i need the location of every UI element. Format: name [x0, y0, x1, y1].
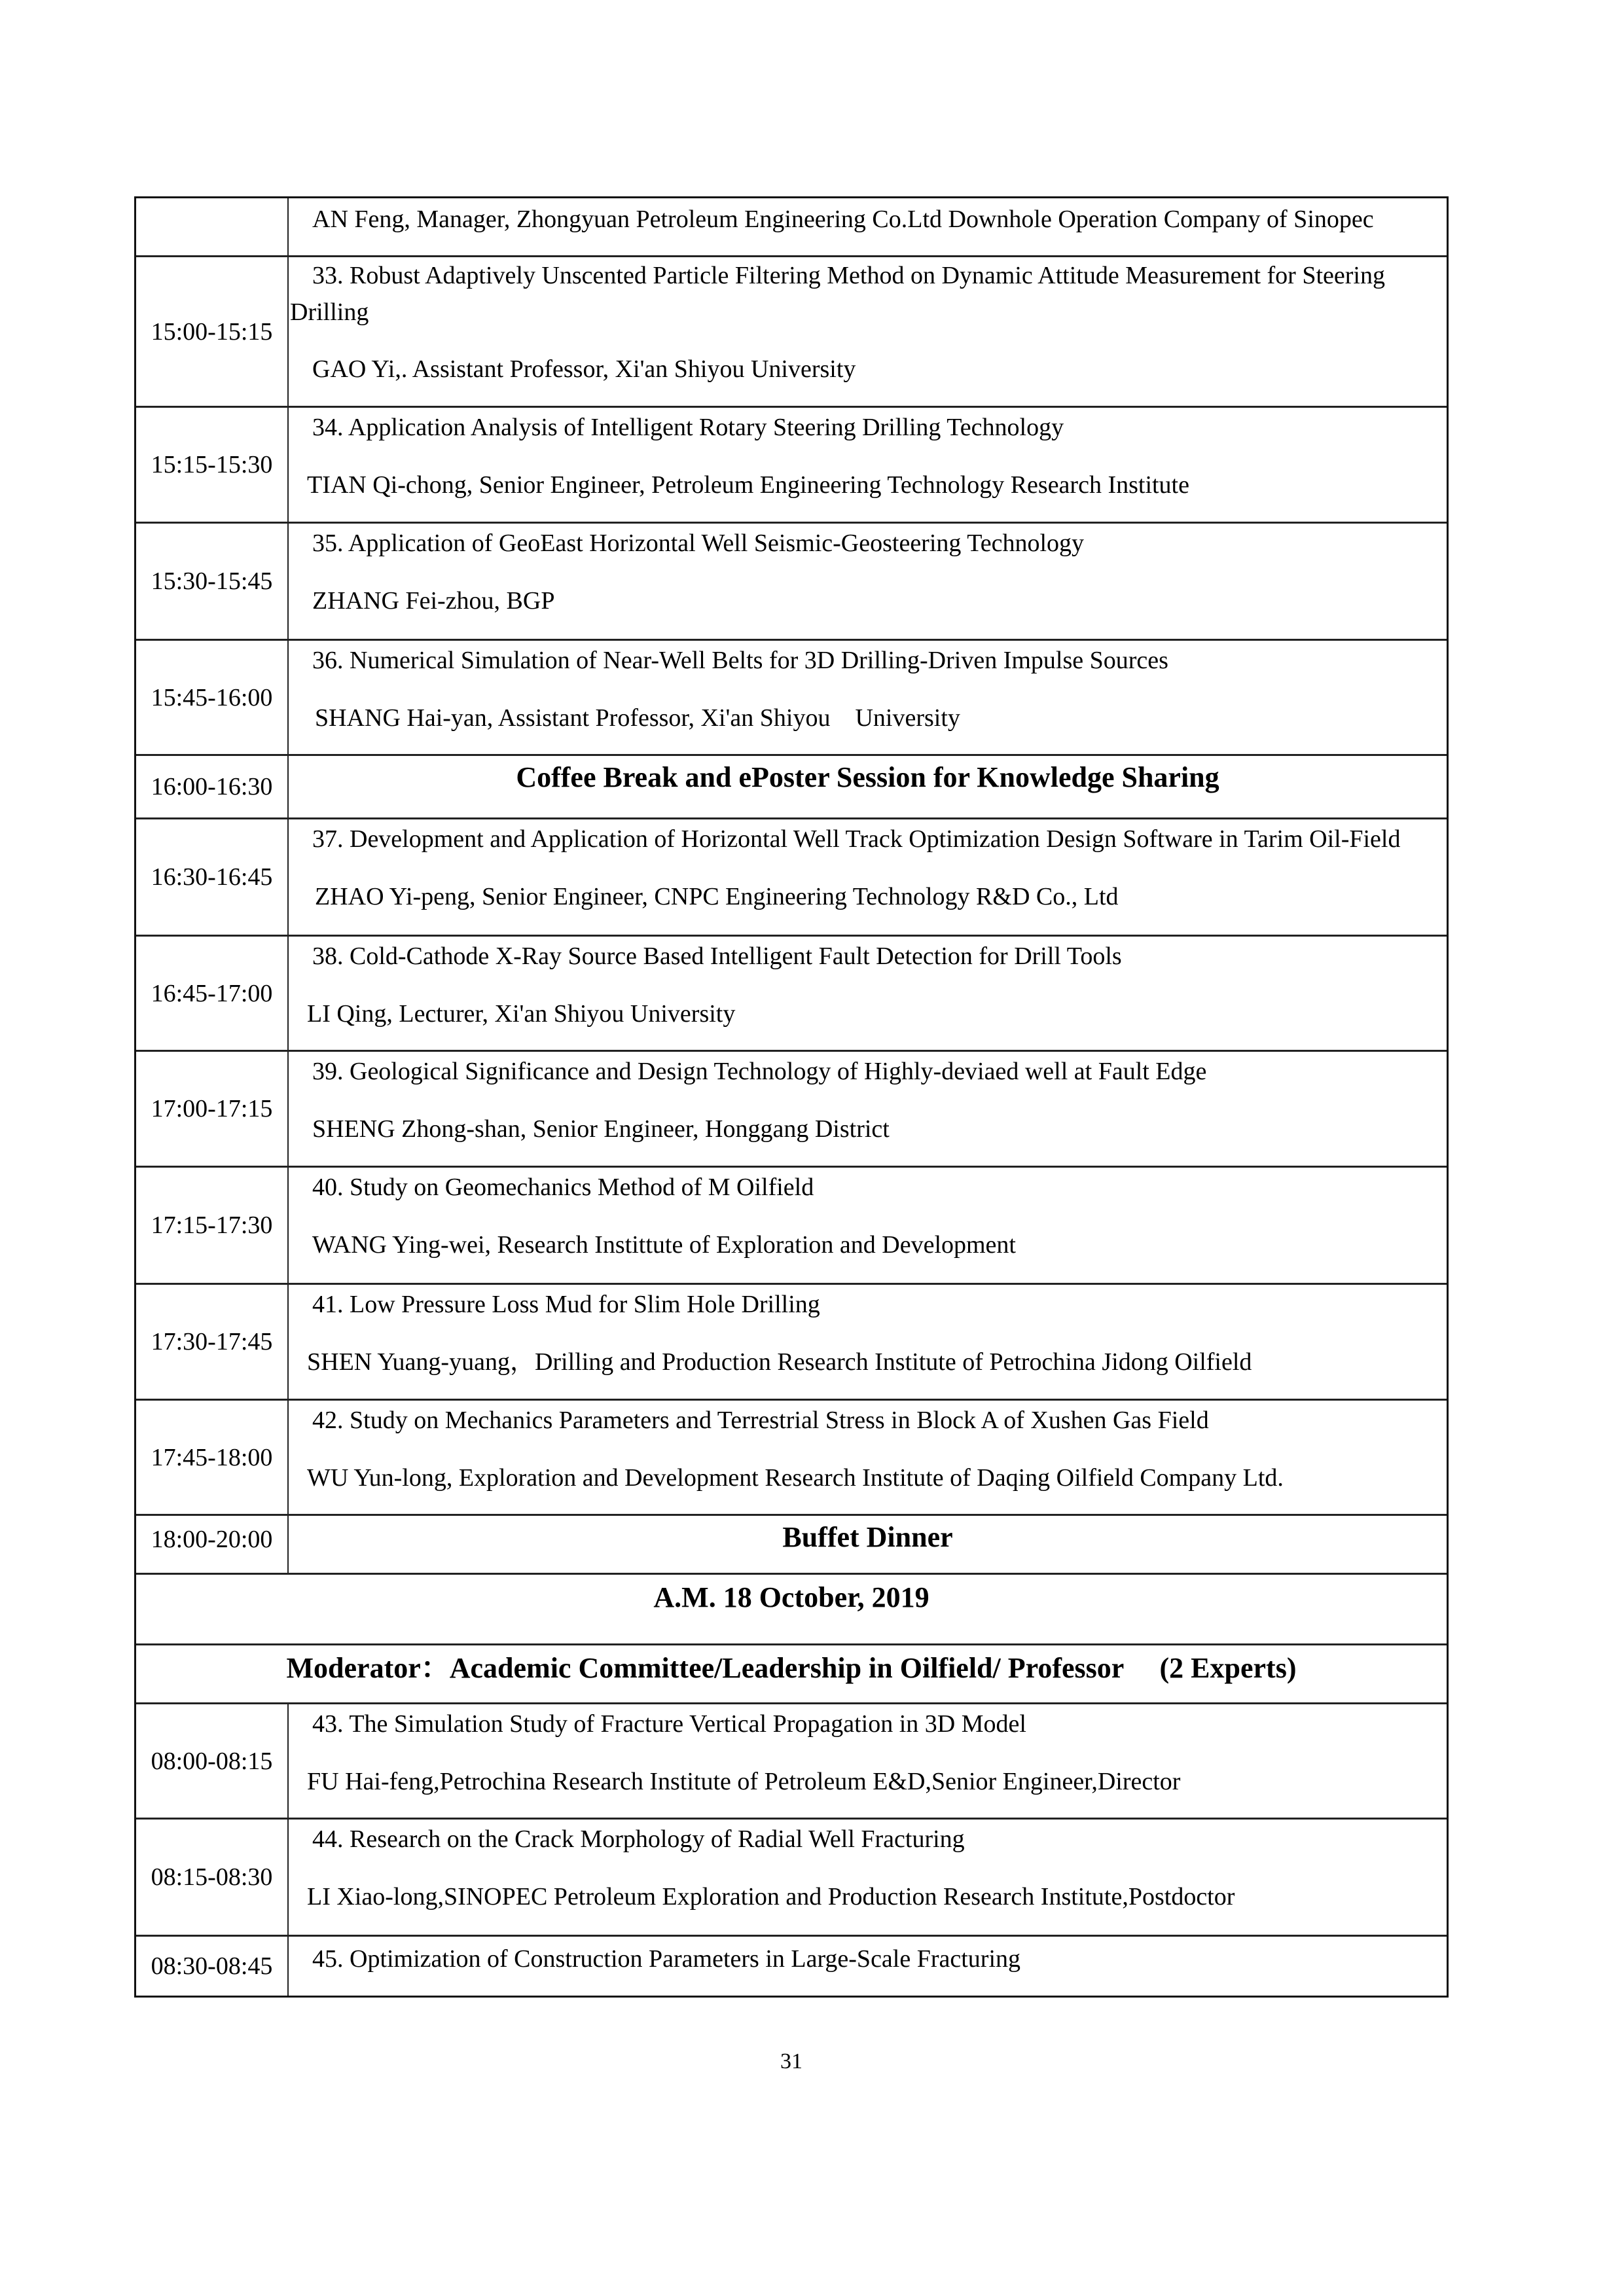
moderator-cell — [136, 1645, 1447, 1702]
time-cell: 17:45-18:00 — [136, 1401, 289, 1514]
talk-title: 36. Numerical Simulation of Near-Well Belts for 3D Drilling-Driven Impulse Sources — [312, 647, 1168, 674]
table-row — [136, 1166, 1447, 1283]
date-heading: A.M. 18 October, 2019 — [653, 1581, 929, 1613]
time-cell: 17:30-17:45 — [136, 1285, 289, 1399]
table-row — [136, 935, 1447, 1050]
speaker-text: AN Feng, Manager, Zhongyuan Petroleum Engineering Co.Ltd Downhole Operation Company of Sinopec — [312, 206, 1374, 233]
table-row — [136, 754, 1447, 817]
time-cell: 16:00-16:30 — [136, 756, 289, 817]
talk-cell — [289, 1704, 1447, 1818]
talk-cell — [289, 1937, 1447, 1996]
talk-cell — [289, 1820, 1447, 1935]
talk-title: 33. Robust Adaptively Unscented Particle Filtering Method on Dynamic Attitude Measurement for Steering — [312, 262, 1385, 289]
talk-cell — [289, 257, 1447, 406]
moderator-heading: Moderator：Academic Committee/Leadership in Oilfield/ Professor (2 Experts) — [286, 1652, 1297, 1684]
speaker-text: WANG Ying-wei, Research Instittute of Exploration and Development — [312, 1231, 1016, 1259]
talk-cell — [289, 819, 1447, 935]
time-cell: 18:00-20:00 — [136, 1516, 289, 1573]
time-cell: 15:15-15:30 — [136, 408, 289, 522]
talk-title: 34. Application Analysis of Intelligent Rotary Steering Drilling Technology — [312, 414, 1064, 441]
talk-title: 40. Study on Geomechanics Method of M Oilfield — [312, 1174, 814, 1201]
table-row — [136, 1818, 1447, 1935]
speaker-text: SHANG Hai-yan, Assistant Professor, Xi'an Shiyou University — [315, 704, 960, 732]
talk-title-continued: Drilling — [290, 298, 369, 326]
table-row — [136, 817, 1447, 935]
talk-title: 43. The Simulation Study of Fracture Vertical Propagation in 3D Model — [312, 1710, 1026, 1738]
talk-cell — [289, 524, 1447, 639]
break-cell — [289, 756, 1447, 817]
talk-cell — [289, 408, 1447, 522]
speaker-text: SHENG Zhong-shan, Senior Engineer, Honggang District — [312, 1115, 890, 1143]
table-row — [136, 1573, 1447, 1643]
time-cell: 08:15-08:30 — [136, 1820, 289, 1935]
table-row — [136, 255, 1447, 406]
speaker-text: LI Qing, Lecturer, Xi'an Shiyou University — [307, 1000, 736, 1028]
talk-title: 37. Development and Application of Horizontal Well Track Optimization Design Software in Tarim Oil-Field — [312, 825, 1401, 853]
time-cell: 15:30-15:45 — [136, 524, 289, 639]
table-row — [136, 639, 1447, 754]
speaker-text: SHEN Yuang-yuang，Drilling and Production Research Institute of Petrochina Jidong Oilfield — [307, 1348, 1252, 1376]
talk-cell — [289, 641, 1447, 754]
time-cell — [136, 198, 289, 255]
speaker-text: GAO Yi,. Assistant Professor, Xi'an Shiyou University — [312, 355, 856, 383]
time-cell: 16:45-17:00 — [136, 937, 289, 1050]
time-cell: 08:00-08:15 — [136, 1704, 289, 1818]
speaker-text: LI Xiao-long,SINOPEC Petroleum Exploration and Production Research Institute,Postdoctor — [307, 1883, 1235, 1910]
speaker-text: ZHANG Fei-zhou, BGP — [312, 587, 555, 615]
talk-title: 35. Application of GeoEast Horizontal Well Seismic-Geosteering Technology — [312, 529, 1085, 557]
talk-title: 41. Low Pressure Loss Mud for Slim Hole Drilling — [312, 1291, 820, 1318]
speaker-text: FU Hai-feng,Petrochina Research Institute of Petroleum E&D,Senior Engineer,Director — [307, 1768, 1181, 1795]
time-cell: 15:45-16:00 — [136, 641, 289, 754]
talk-title: 39. Geological Significance and Design Technology of Highly-deviaed well at Fault Edge — [312, 1058, 1207, 1085]
time-cell: 16:30-16:45 — [136, 819, 289, 935]
talk-title: 42. Study on Mechanics Parameters and Terrestrial Stress in Block A of Xushen Gas Field — [312, 1407, 1209, 1434]
table-row — [136, 406, 1447, 522]
speaker-text: WU Yun-long, Exploration and Development Research Institute of Daqing Oilfield Company Ltd. — [307, 1464, 1284, 1492]
talk-cell — [289, 1285, 1447, 1399]
talk-cell — [289, 1168, 1447, 1283]
schedule-table — [134, 196, 1449, 1998]
buffet-dinner-title: Buffet Dinner — [782, 1521, 953, 1553]
table-row — [136, 198, 1447, 255]
table-row — [136, 1514, 1447, 1573]
table-row — [136, 1050, 1447, 1166]
time-cell: 17:00-17:15 — [136, 1052, 289, 1166]
talk-cell — [289, 1052, 1447, 1166]
talk-title: 45. Optimization of Construction Parameters in Large-Scale Fracturing — [312, 1945, 1021, 1973]
page-number: 31 — [780, 2049, 803, 2073]
coffee-break-title: Coffee Break and ePoster Session for Knowledge Sharing — [516, 761, 1219, 793]
time-cell: 15:00-15:15 — [136, 257, 289, 406]
talk-cell — [289, 1401, 1447, 1514]
table-row — [136, 1935, 1447, 1996]
time-cell: 08:30-08:45 — [136, 1937, 289, 1996]
date-heading-cell — [136, 1575, 1447, 1643]
speaker-text: ZHAO Yi-peng, Senior Engineer, CNPC Engineering Technology R&D Co., Ltd — [315, 883, 1119, 910]
table-row — [136, 522, 1447, 639]
talk-cell — [289, 198, 1447, 255]
talk-title: 38. Cold-Cathode X-Ray Source Based Intelligent Fault Detection for Drill Tools — [312, 942, 1122, 970]
speaker-text: TIAN Qi-chong, Senior Engineer, Petroleum Engineering Technology Research Institute — [307, 471, 1189, 499]
table-row — [136, 1702, 1447, 1818]
table-row — [136, 1643, 1447, 1702]
table-row — [136, 1283, 1447, 1399]
dinner-cell — [289, 1516, 1447, 1573]
table-row — [136, 1399, 1447, 1514]
talk-title: 44. Research on the Crack Morphology of Radial Well Fracturing — [312, 1825, 965, 1853]
talk-cell — [289, 937, 1447, 1050]
time-cell: 17:15-17:30 — [136, 1168, 289, 1283]
